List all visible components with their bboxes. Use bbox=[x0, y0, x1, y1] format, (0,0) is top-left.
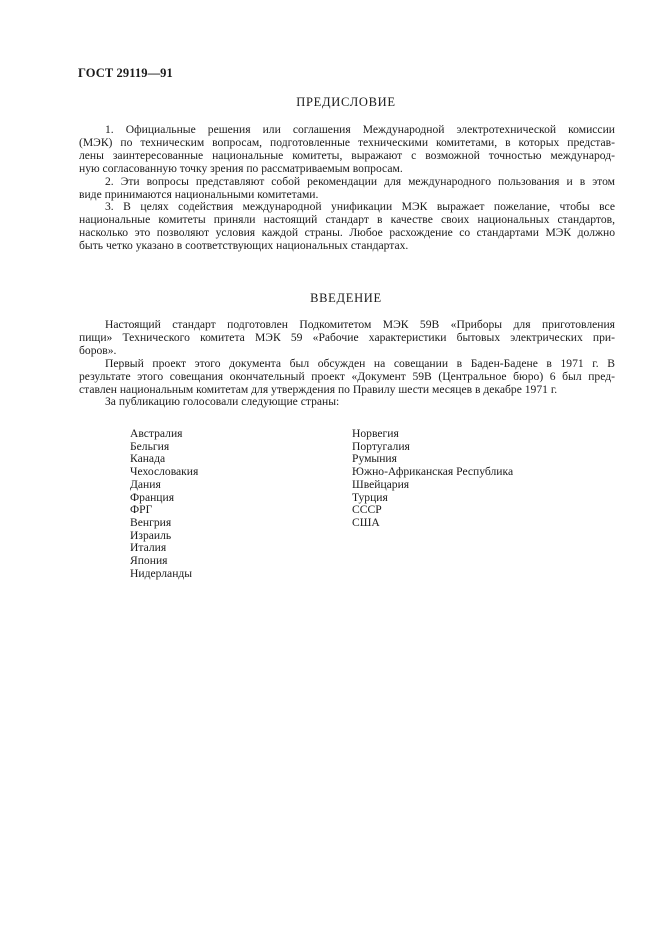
text-line: результате этого совещания окончательный проект «Документ 59В (Центральное бюро) 6 был пред- bbox=[79, 369, 615, 383]
country-item: Дания bbox=[130, 477, 161, 491]
country-item: США bbox=[352, 515, 380, 529]
text-line: лены заинтересованные национальные комитеты, выражают с возможной точностью международ- bbox=[79, 148, 615, 162]
text-line: ную согласованную точку зрения по рассматриваемым вопросам. bbox=[79, 161, 403, 175]
introduction-paragraph-2 bbox=[79, 358, 615, 397]
country-item: Бельгия bbox=[130, 439, 170, 453]
countries-list-right bbox=[352, 428, 513, 530]
text-line: Первый проект этого документа был обсужден на совещании в Баден-Бадене в 1971 г. В bbox=[105, 356, 615, 370]
text-line: виде принимаются национальными комитетами. bbox=[79, 187, 319, 201]
country-item: Япония bbox=[130, 554, 168, 568]
country-item: Канада bbox=[130, 452, 166, 466]
preface-paragraph-3 bbox=[79, 201, 615, 253]
text-line: быть четко указано в соответствующих национальных стандартах. bbox=[79, 239, 409, 253]
country-item: Португалия bbox=[352, 439, 410, 453]
country-item: Израиль bbox=[130, 528, 172, 542]
text-line: (МЭК) по техническим вопросам, подготовленные техническими комитетами, в которых представ- bbox=[79, 135, 615, 149]
country-item: Турция bbox=[352, 490, 388, 504]
country-item: Швейцария bbox=[352, 477, 410, 491]
country-item: Италия bbox=[130, 541, 167, 555]
text-line: боров». bbox=[79, 343, 117, 357]
text-line: национальные комитеты приняли настоящий стандарт в качестве своих национальных стандартов, bbox=[79, 213, 615, 227]
preface-paragraph-1 bbox=[79, 124, 615, 176]
standard-number: ГОСТ 29119—91 bbox=[78, 66, 173, 80]
text-line: Настоящий стандарт подготовлен Подкомитетом МЭК 59В «Приборы для приготовления bbox=[105, 318, 615, 331]
preface-title: ПРЕДИСЛОВИЕ bbox=[296, 95, 396, 109]
countries-list-left bbox=[130, 428, 198, 580]
text-line: 2. Эти вопросы представляют собой рекомендации для международного пользования и в этом bbox=[105, 174, 615, 188]
text-line: ставлен национальным комитетам для утверждения по Правилу шести месяцев в декабре 1971 г. bbox=[79, 382, 558, 396]
introduction-paragraph-1 bbox=[79, 319, 615, 358]
text-line: пищи» Технического комитета МЭК 59 «Рабочие характеристики бытовых электрических при- bbox=[79, 330, 615, 344]
country-item: Южно-Африканская Республика bbox=[352, 465, 514, 479]
country-item: ФРГ bbox=[130, 503, 153, 517]
country-item: Норвегия bbox=[352, 427, 399, 440]
country-item: Румыния bbox=[352, 452, 397, 466]
country-item: Австралия bbox=[130, 427, 183, 440]
introduction-paragraph-3 bbox=[79, 396, 615, 409]
country-item: Франция bbox=[130, 490, 175, 504]
country-item: СССР bbox=[352, 503, 382, 517]
introduction-text bbox=[79, 319, 615, 409]
text-line: 3. В целях содействия международной унификации МЭК выражает пожелание, чтобы все bbox=[105, 200, 615, 214]
preface-text bbox=[79, 124, 615, 253]
country-item: Венгрия bbox=[130, 515, 172, 529]
text-line: 1. Официальные решения или соглашения Международной электротехнической комиссии bbox=[105, 123, 615, 136]
text-line: насколько это позволяют условия каждой страны. Любое расхождение со стандартами МЭК должно bbox=[79, 226, 615, 240]
text-line: За публикацию голосовали следующие страны: bbox=[105, 395, 340, 409]
preface-paragraph-2 bbox=[79, 176, 615, 202]
country-item: Чехословакия bbox=[130, 465, 199, 479]
country-item: Нидерланды bbox=[130, 566, 193, 580]
introduction-title: ВВЕДЕНИЕ bbox=[310, 291, 382, 305]
